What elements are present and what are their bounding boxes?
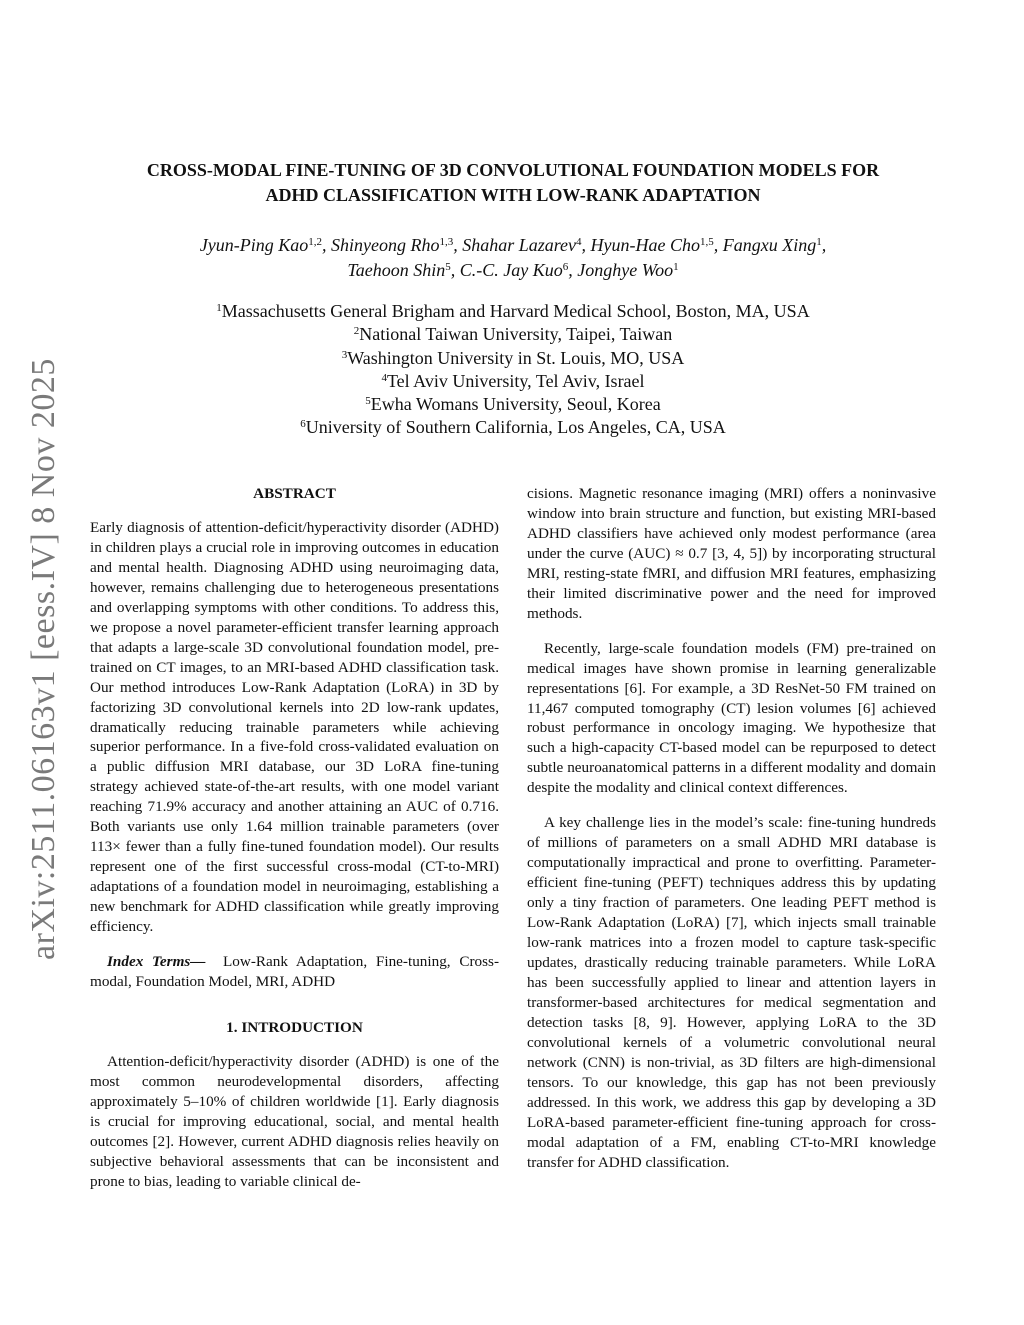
affiliation-marker: 1 [216,302,222,314]
affiliation-marker: 2 [353,325,360,338]
affiliation-list [80,300,946,440]
affiliation-text: National Taiwan University, Taipei, Taiwan [359,324,673,345]
arxiv-identifier[interactable]: arXiv:2511.06163v1 [eess.IV] 8 Nov 2025 [25,358,62,960]
index-terms-text: Low-Rank Adaptation, Fine-tuning, Cross-modal, Foundation Model, MRI, ADHD [90,953,500,990]
left-column [90,484,499,1192]
author-name: Jonghye Woo [577,260,674,280]
author-separator: , [581,235,591,255]
author-list [80,233,946,283]
abstract-heading: ABSTRACT [253,485,336,502]
affiliation-item [80,393,946,416]
author-name: Shinyeong Rho [330,235,440,255]
affiliation-text: Tel Aviv University, Tel Aviv, Israel [386,370,645,391]
author-affiliation-marker: 1,3 [439,236,454,248]
author-line-1 [80,233,946,258]
affiliation-text: Washington University in St. Louis, MO, USA [347,347,685,368]
author-separator: , [713,235,723,255]
author-separator: , [450,260,460,280]
author-name: Jyun-Ping Kao [199,235,309,255]
affiliation-item [80,347,946,370]
author-separator: , [453,235,463,255]
author-name: C.-C. Jay Kuo [459,260,563,280]
introduction-heading: 1. INTRODUCTION [226,1018,363,1036]
paper-title [80,158,946,208]
affiliation-item [80,323,946,346]
author-affiliation-marker: 1 [816,236,822,248]
author-affiliation-marker: 6 [562,261,569,273]
affiliation-text: University of Southern California, Los Angeles, CA, USA [305,417,726,438]
affiliation-item [80,370,946,393]
author-affiliation-marker: 5 [445,261,451,273]
author-name: Hyun-Hae Cho [590,235,701,255]
affiliation-text: Ewha Womans University, Seoul, Korea [370,394,661,415]
affiliation-marker: 3 [341,348,348,361]
author-name: Shahar Lazarev [462,235,577,255]
affiliation-item [80,300,946,323]
author-affiliation-marker: 1,2 [308,236,322,248]
author-affiliation-marker: 1,5 [700,236,714,248]
author-affiliation-marker: 4 [576,236,582,248]
author-separator: , [821,235,827,255]
title-line-1: CROSS-MODAL FINE-TUNING OF 3D CONVOLUTIONAL FOUNDATION MODELS FOR [146,160,880,180]
intro-paragraph-1-continued: cisions. Magnetic resonance imaging (MRI) offers a noninvasive window into brain structure and function, but existing MRI-based ADHD classifiers have achieved only modest performance (area under the curve (AUC) ≈ 0.7 [3, 4, 5]) by incorporating structural MRI, resting-state fMRI, and diffusion MRI features, emphasizing their limited discriminative power and the need for improved methods. [527,485,936,622]
intro-paragraph-2: Recently, large-scale foundation models (FM) pre-trained on medical images have shown promise in learning generalizable representations [6]. For example, a 3D ResNet-50 FM trained on 11,467 computed tomography (CT) lesion volumes [6] achieved robust performance in oncology imaging. We hypothesize that such a high-capacity CT-based model can be repurposed to detect subtle neuroanatomical patterns in a different modality and domain despite the modality and clinical context differences. [527,639,936,797]
affiliation-marker: 5 [365,395,371,408]
author-affiliation-marker: 1 [673,261,679,273]
author-separator: , [568,260,578,280]
abstract-text: Early diagnosis of attention-deficit/hyperactivity disorder (ADHD) in children plays a crucial role in improving outcomes in education and mental health. Diagnosing ADHD using neuroimaging data, however, remains challenging due to heterogeneous presentations and overlapping symptoms with other conditions. To address this, we propose a novel parameter-efficient transfer learning approach that adapts a large-scale 3D convolutional foundation model, pre-trained on CT images, to an MRI-based ADHD classification task. Our method introduces Low-Rank Adaptation (LoRA) in 3D by factorizing 3D convolutional kernels into 2D low-rank updates, dramatically reducing trainable parameters while achieving superior performance. In a five-fold cross-validated evaluation on a public diffusion MRI database, our 3D LoRA fine-tuning strategy achieved state-of-the-art results, with one model variant reaching 71.9% accuracy and another attaining an AUC of 0.716. Both variants use only 1.64 million trainable parameters (over 113× fewer than a fully fine-tuned foundation model). Our results represent one of the first successful cross-modal (CT-to-MRI) adaptations of a foundation model in neuroimaging, establishing a new benchmark for ADHD classification while greatly improving efficiency. [90,519,499,936]
index-terms-label: Index Terms— [107,953,206,971]
author-line-2 [80,258,946,283]
author-name: Taehoon Shin [347,260,446,280]
title-line-2: ADHD CLASSIFICATION WITH LOW-RANK ADAPTATION [265,185,761,205]
right-column [527,484,936,1172]
author-name: Fangxu Xing [722,235,817,255]
author-separator: , [321,235,331,255]
affiliation-marker: 4 [381,371,387,384]
index-terms [90,952,499,992]
affiliation-item [80,416,946,439]
intro-paragraph-1-start: Attention-deficit/hyperactivity disorder (ADHD) is one of the most common neurodevelopmental disorders, affecting approximately 5–10% of children worldwide [1]. Early diagnosis is crucial for improving educational, social, and mental health outcomes [2]. However, current ADHD diagnosis relies heavily on subjective behavioral assessments that can be inconsistent and prone to bias, leading to variable clinical de- [90,1052,499,1190]
affiliation-marker: 6 [300,418,306,431]
intro-paragraph-3: A key challenge lies in the model’s scale: fine-tuning hundreds of millions of parameters on a small ADHD MRI database is computationally impractical and prone to overfitting. Parameter-efficient fine-tuning (PEFT) techniques address this by updating only a tiny fraction of parameters. One leading PEFT method is Low-Rank Adaptation (LoRA) [7], which injects small trainable low-rank matrices into a frozen model to capture task-specific updates, drastically reducing trainable parameters. While LoRA has been successfully applied to linear and attention layers in transformer-based architectures for medical segmentation and detection tasks [8, 9]. However, applying LoRA to the 3D convolutional kernels of a volumetric convolutional neural network (CNN) is non-trivial, as 3D filters are high-dimensional tensors. To our knowledge, this gap has not been previously addressed. In this work, we address this gap by developing a 3D LoRA-based parameter-efficient fine-tuning approach for cross-modal adaptation of a FM, enabling CT-to-MRI knowledge transfer for ADHD classification. [527,814,936,1171]
affiliation-text: Massachusetts General Brigham and Harvard Medical School, Boston, MA, USA [221,301,810,321]
